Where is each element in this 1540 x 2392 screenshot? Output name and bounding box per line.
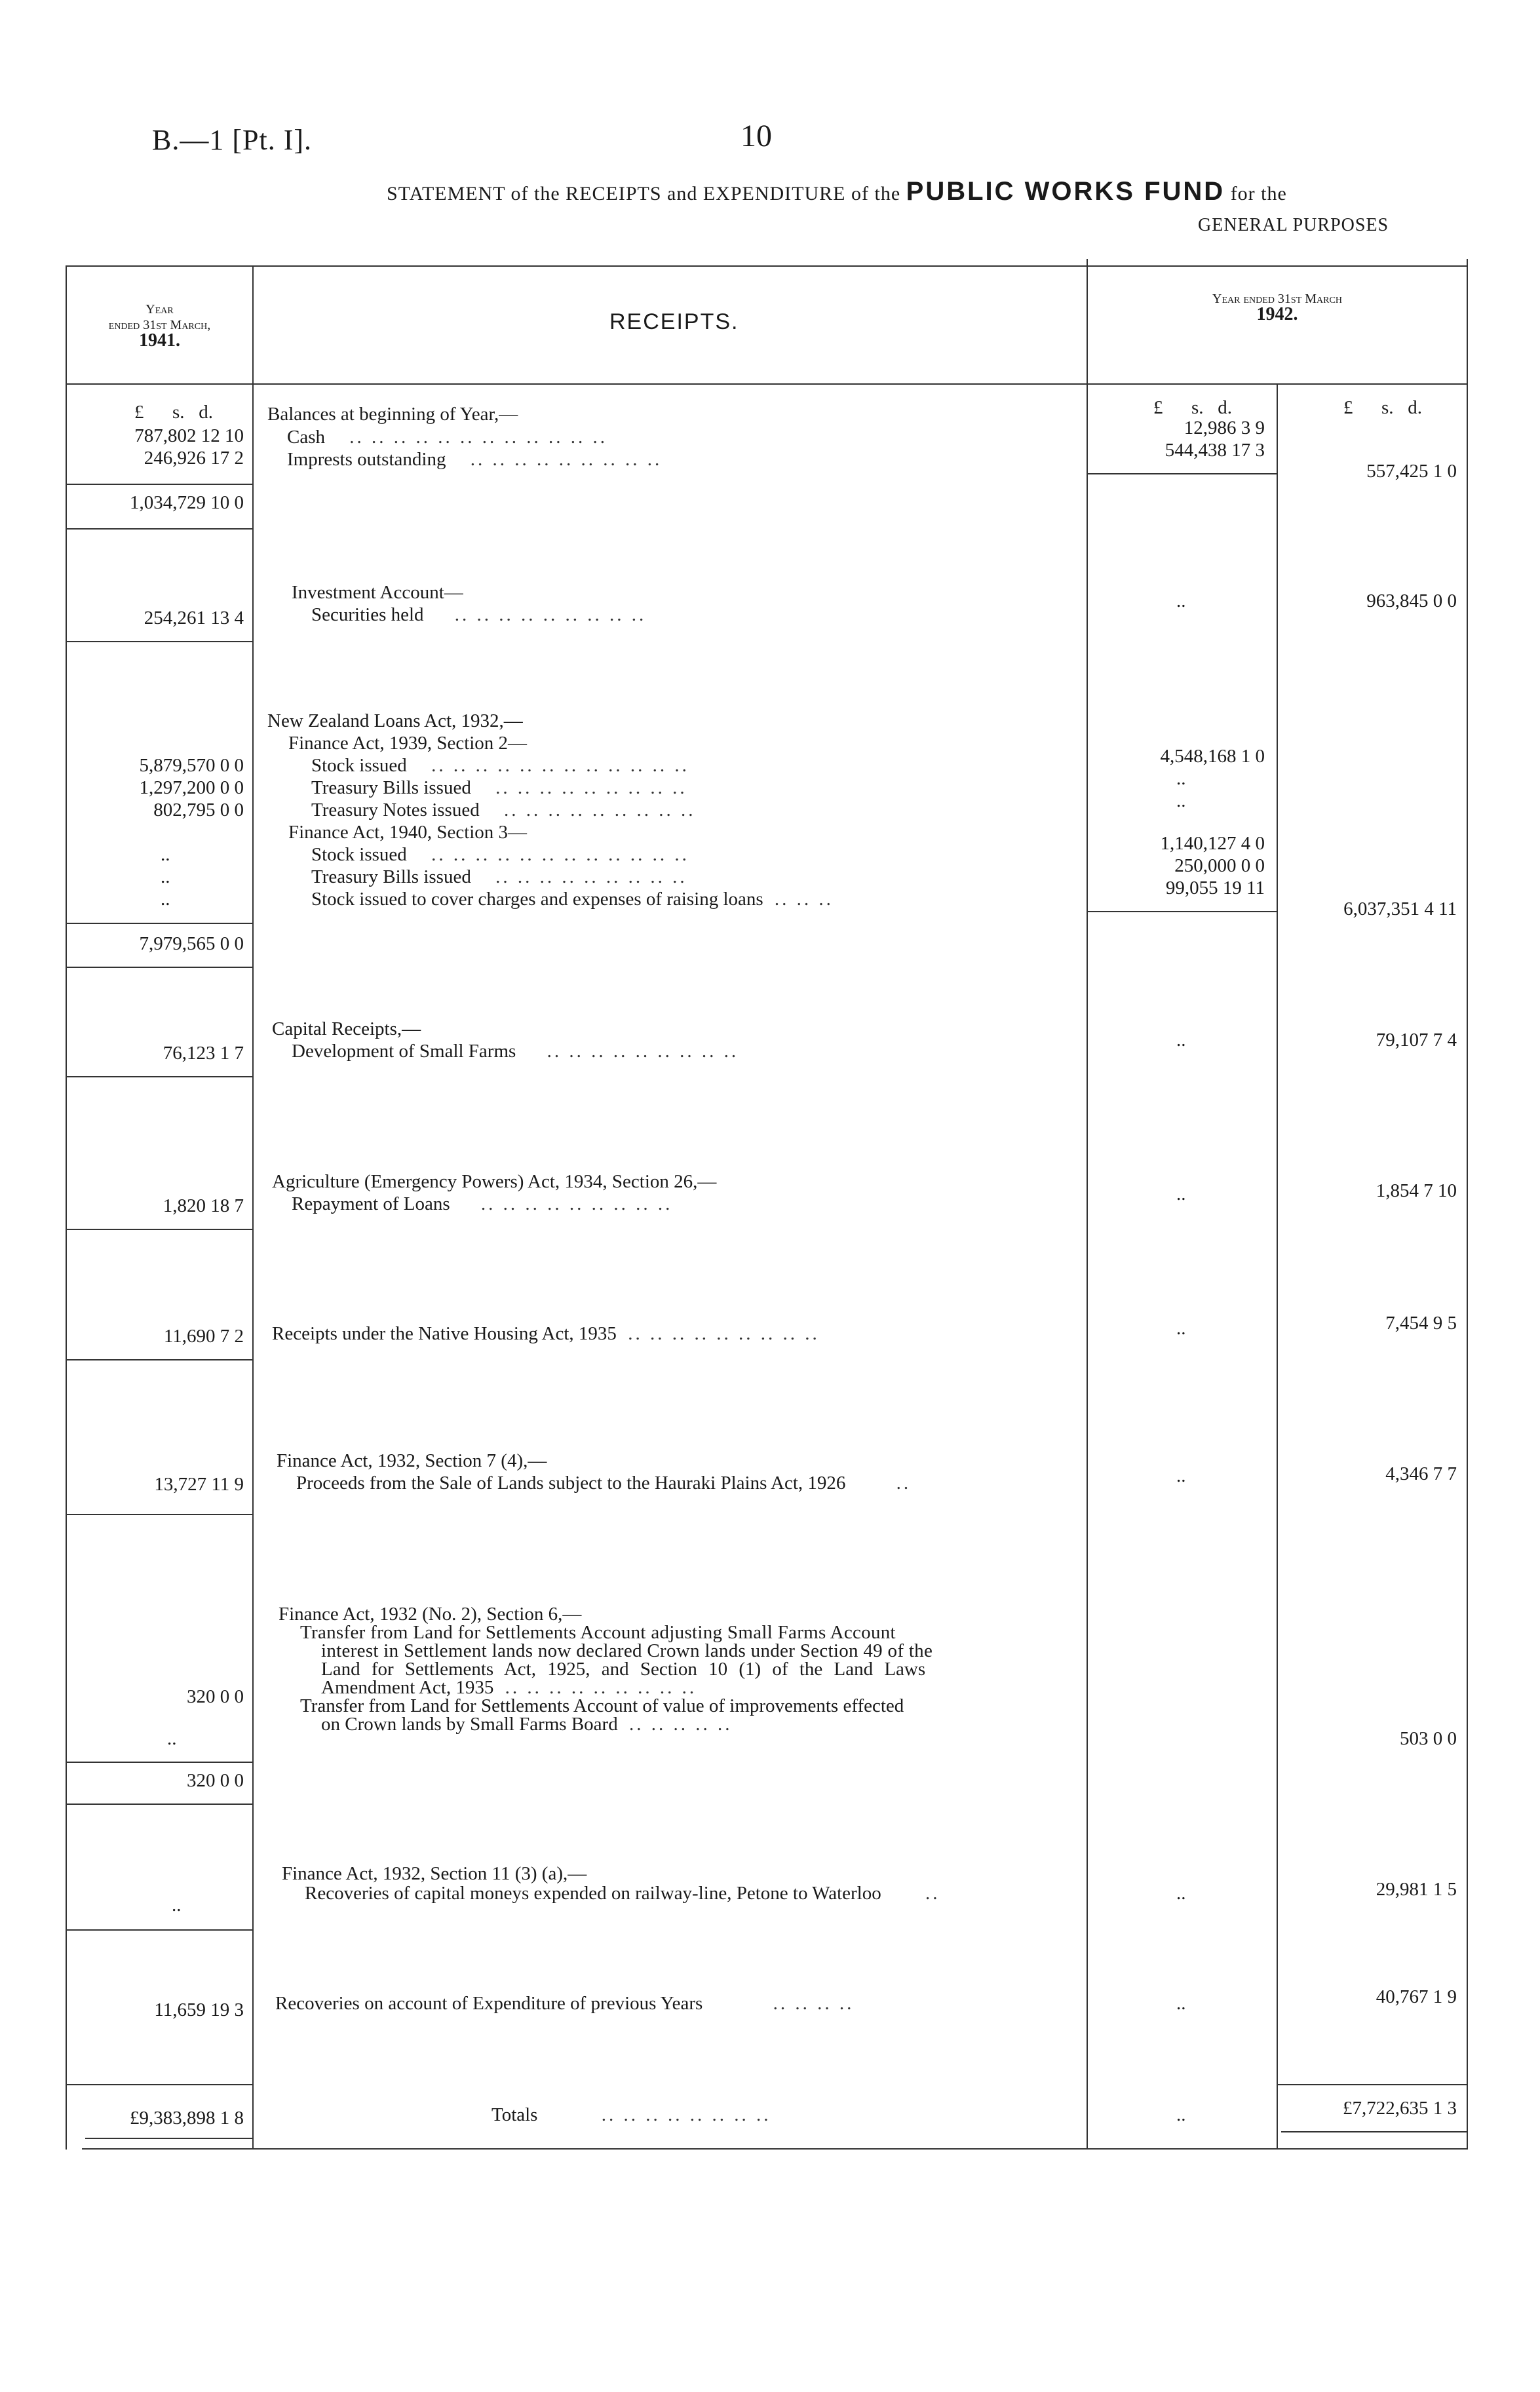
investment-sub: [311, 604, 646, 626]
totals-1942-top-rule: [1278, 2084, 1467, 2085]
loans-1941-rule: [67, 923, 252, 924]
left-col-divider: [252, 265, 254, 2150]
loans-1941-rule-2: [67, 967, 252, 968]
fa1932no2-1941-rule-2: [67, 1804, 252, 1805]
loans-1941-bills: 1,297,200 0 0: [139, 777, 244, 798]
pence-label: d.: [1218, 397, 1233, 418]
native-1941: 11,690 7 2: [163, 1326, 244, 1347]
investment-rule: [67, 641, 252, 642]
leader-dots: .. .. ..: [774, 889, 834, 910]
loans-1942-stock40: 1,140,127 4 0: [1160, 833, 1265, 854]
small-farms-board-label: on Crown lands by Small Farms Board: [321, 1714, 618, 1735]
native-1942: 7,454 9 5: [1385, 1313, 1457, 1334]
bills40-label: Treasury Bills issued: [311, 866, 471, 887]
title-prefix: STATEMENT of the RECEIPTS and EXPENDITURE of the: [387, 183, 901, 204]
railway-sub: [305, 1882, 940, 1904]
fa1932no2-line1: Transfer from Land for Settlements Account adjusting Small Farms Account: [300, 1622, 896, 1643]
totals-1942: £7,722,635 1 3: [1343, 2098, 1457, 2119]
imprests-label: Imprests outstanding: [287, 449, 446, 470]
col-head-1942-line1: Year ended 31st March: [1212, 292, 1342, 306]
statement-title: [387, 177, 1287, 206]
fa1932no2-1941-a: 320 0 0: [187, 1686, 244, 1707]
leader-dots: ..: [896, 1473, 912, 1494]
loans-bills40: [311, 866, 687, 888]
bills-label: Treasury Bills issued: [311, 777, 471, 798]
leader-dots: .. .. .. .. .. .. .. .. ..: [628, 1323, 820, 1344]
table-top-rule: [66, 265, 1468, 267]
stock40-label: Stock issued: [311, 844, 407, 865]
leader-dots: .. .. .. .. .. .. .. .. ..: [495, 777, 687, 798]
recoveries-label: Recoveries on account of Expenditure of previous Years: [275, 1993, 703, 2014]
totals-1941-double-rule: [85, 2138, 252, 2139]
loans-1942-stock: 4,548,168 1 0: [1160, 746, 1265, 767]
statement-subtitle: GENERAL PURPOSES: [1198, 215, 1389, 235]
leader-dots: .. .. .. .. .. .. .. .. ..: [503, 800, 696, 820]
cash-label: Cash: [287, 427, 325, 448]
capital-sub: [292, 1040, 739, 1062]
col-head-1941-line1: Year: [145, 302, 174, 317]
pound-label: £: [1153, 397, 1163, 418]
page-number: 10: [741, 119, 772, 153]
loans-1941-blank2: ..: [161, 866, 170, 887]
balances-1941-total: 1,034,729 10 0: [130, 492, 244, 513]
balances-1942-rule: [1088, 473, 1277, 474]
loans-1942-bills: ..: [1176, 768, 1186, 789]
agriculture-1942: 1,854 7 10: [1376, 1180, 1457, 1201]
totals-1942-mid: ..: [1176, 2104, 1186, 2125]
native-heading: [272, 1322, 820, 1345]
capital-1942: 79,107 7 4: [1376, 1030, 1457, 1051]
investment-heading: Investment Account—: [292, 582, 463, 603]
right-col-border: [1467, 259, 1468, 2150]
fa1932no2-heading: Finance Act, 1932 (No. 2), Section 6,—: [279, 1604, 582, 1625]
native-housing-label: Receipts under the Native Housing Act, 1935: [272, 1323, 617, 1344]
investment-1941: 254,261 13 4: [144, 608, 244, 628]
col-head-1941: [67, 301, 252, 349]
loans-1942-bills40: 250,000 0 0: [1174, 855, 1265, 876]
capital-1941: 76,123 1 7: [163, 1043, 244, 1064]
leader-dots: ..: [925, 1883, 940, 1904]
hauraki-1942: 4,346 7 7: [1385, 1463, 1457, 1484]
loans-fa1939: Finance Act, 1939, Section 2—: [288, 733, 528, 754]
fa1932no2-1941-rule: [67, 1762, 252, 1763]
balances-cash-label: [287, 426, 607, 448]
railway-heading: Finance Act, 1932, Section 11 (3) (a),—: [282, 1863, 587, 1884]
leader-dots: .. .. .. .. .. .. .. .. ..: [470, 449, 663, 470]
col-head-1941-year: 1941.: [139, 330, 180, 351]
col-head-receipts: RECEIPTS.: [609, 309, 739, 334]
agriculture-sub: [292, 1193, 672, 1215]
railway-1942: 29,981 1 5: [1376, 1879, 1457, 1900]
leader-dots: .. .. .. ..: [773, 1993, 855, 2014]
leader-dots: .. .. .. .. .. .. .. .. .. .. .. ..: [431, 844, 689, 865]
col-head-1942: [1088, 291, 1467, 322]
stock-label: Stock issued: [311, 755, 407, 776]
loans-1942-rule: [1088, 911, 1277, 912]
totals-label: [491, 2104, 771, 2126]
shilling-label: s.: [1381, 397, 1394, 418]
shilling-label: s.: [172, 402, 185, 423]
loans-1941-blank3: ..: [161, 889, 170, 910]
loans-1941-stock: 5,879,570 0 0: [139, 755, 244, 776]
hauraki-1941: 13,727 11 9: [154, 1474, 244, 1495]
shilling-label: s.: [1191, 397, 1204, 418]
amendment-act-label: Amendment Act, 1935: [321, 1677, 494, 1698]
loans-1942-charges40: 99,055 19 11: [1165, 878, 1265, 898]
recoveries-1942: 40,767 1 9: [1376, 1986, 1457, 2007]
agriculture-heading: Agriculture (Emergency Powers) Act, 1934, Section 26,—: [272, 1171, 717, 1192]
recoveries-heading: [275, 1992, 854, 2015]
capital-heading: Capital Receipts,—: [272, 1018, 421, 1039]
investment-1942: 963,845 0 0: [1366, 590, 1457, 611]
title-fund: PUBLIC WORKS FUND: [906, 177, 1225, 206]
fa1932no2-1941-total: 320 0 0: [187, 1770, 244, 1791]
fa1932no2-line3: Land for Settlements Act, 1925, and Section 10 (1) of the Land Laws: [321, 1659, 926, 1680]
loans-1941-total: 7,979,565 0 0: [139, 933, 244, 954]
pound-label: £: [134, 402, 144, 423]
balances-heading: Balances at beginning of Year,—: [267, 404, 518, 425]
leader-dots: .. .. .. .. ..: [628, 1714, 733, 1735]
small-farms-label: Development of Small Farms: [292, 1041, 516, 1062]
col-head-1941-line2: ended 31st March,: [108, 318, 211, 332]
hauraki-heading: Finance Act, 1932, Section 7 (4),—: [277, 1450, 547, 1471]
charges40-label: Stock issued to cover charges and expenses of raising loans: [311, 889, 763, 910]
loans-fa1940: Finance Act, 1940, Section 3—: [288, 822, 528, 843]
agriculture-1941: 1,820 18 7: [163, 1195, 244, 1216]
hauraki-label: Proceeds from the Sale of Lands subject to the Hauraki Plains Act, 1926: [296, 1473, 846, 1494]
agriculture-rule: [67, 1229, 252, 1230]
balances-1941-cash: 787,802 12 10: [134, 425, 244, 446]
pound-label: £: [1343, 397, 1353, 418]
pence-label: d.: [199, 402, 214, 423]
loans-1941-notes: 802,795 0 0: [153, 800, 244, 820]
fa1932no2-1941-b: ..: [167, 1728, 177, 1749]
loans-1942-notes: ..: [1176, 790, 1186, 811]
balances-1941-imprests: 246,926 17 2: [144, 448, 244, 469]
table-head-rule: [66, 383, 1468, 385]
capital-rule: [67, 1076, 252, 1077]
fa1932no2-line5: Transfer from Land for Settlements Account of value of improvements effected: [300, 1695, 904, 1716]
investment-1942-mid: ..: [1176, 590, 1186, 611]
currency-head-1942-right: [1343, 396, 1461, 419]
leader-dots: .. .. .. .. .. .. .. .. ..: [480, 1193, 673, 1214]
leader-dots: .. .. .. .. .. .. .. .. ..: [454, 604, 647, 625]
securities-label: Securities held: [311, 604, 424, 625]
hauraki-1942-mid: ..: [1176, 1465, 1186, 1486]
railway-label: Recoveries of capital moneys expended on railway-line, Petone to Waterloo: [305, 1883, 881, 1904]
native-rule: [67, 1359, 252, 1360]
recoveries-1941: 11,659 19 3: [154, 1999, 244, 2020]
mid-col-divider: [1277, 383, 1278, 2150]
capital-1942-mid: ..: [1176, 1030, 1186, 1051]
balances-1941-rule-2: [67, 528, 252, 530]
leader-dots: .. .. .. .. .. .. .. .. ..: [505, 1677, 697, 1698]
railway-rule: [67, 1929, 252, 1931]
loans-heading: New Zealand Loans Act, 1932,—: [267, 710, 523, 731]
pence-label: d.: [1408, 397, 1423, 418]
loans-stock40: [311, 843, 689, 866]
col-head-1942-year: 1942.: [1256, 304, 1298, 324]
loans-bills: [311, 777, 687, 799]
loans-notes: [311, 799, 695, 821]
totals-1941: £9,383,898 1 8: [130, 2108, 244, 2129]
hauraki-rule: [67, 1514, 252, 1515]
agriculture-1942-mid: ..: [1176, 1184, 1186, 1205]
balances-1941-rule: [67, 484, 252, 485]
balances-1942-total: 557,425 1 0: [1366, 461, 1457, 482]
receipts-col-divider: [1087, 259, 1088, 2150]
balances-1942-cash: 12,986 3 9: [1184, 417, 1265, 438]
native-1942-mid: ..: [1176, 1318, 1186, 1339]
totals-1942-double-rule: [1281, 2131, 1467, 2132]
leader-dots: .. .. .. .. .. .. .. .. .. .. .. ..: [431, 755, 689, 776]
currency-head-1942-mid: [1153, 396, 1271, 419]
leader-dots: .. .. .. .. .. .. .. .. .. .. .. ..: [349, 427, 607, 448]
fa1932no2-line2: interest in Settlement lands now declared Crown lands under Section 49 of the: [321, 1640, 933, 1661]
totals-text: Totals: [491, 2104, 538, 2125]
left-col-border: [66, 265, 67, 2150]
loans-1942-total: 6,037,351 4 11: [1343, 898, 1457, 919]
loans-1941-blank1: ..: [161, 844, 170, 865]
balances-1942-imprests: 544,438 17 3: [1165, 440, 1265, 461]
document-reference: B.—1 [Pt. I].: [152, 124, 312, 156]
recoveries-1942-mid: ..: [1176, 1993, 1186, 2014]
recoveries-rule: [67, 2084, 252, 2085]
repayment-label: Repayment of Loans: [292, 1193, 450, 1214]
notes-label: Treasury Notes issued: [311, 800, 480, 820]
loans-charges40: [311, 888, 834, 910]
railway-1942-mid: ..: [1176, 1883, 1186, 1904]
title-suffix: for the: [1230, 183, 1287, 204]
balances-imprests-label: [287, 448, 662, 471]
hauraki-sub: [296, 1472, 911, 1494]
leader-dots: .. .. .. .. .. .. .. .. ..: [547, 1041, 739, 1062]
loans-stock: [311, 754, 689, 777]
currency-head-1941: [134, 401, 242, 423]
railway-1941: ..: [172, 1895, 182, 1916]
table-bottom-rule: [82, 2148, 1468, 2150]
fa1932no2-line6: [321, 1713, 732, 1735]
fa1932no2-1942: 503 0 0: [1400, 1728, 1457, 1749]
leader-dots: .. .. .. .. .. .. .. .. ..: [495, 866, 687, 887]
leader-dots: .. .. .. .. .. .. .. ..: [601, 2104, 771, 2125]
